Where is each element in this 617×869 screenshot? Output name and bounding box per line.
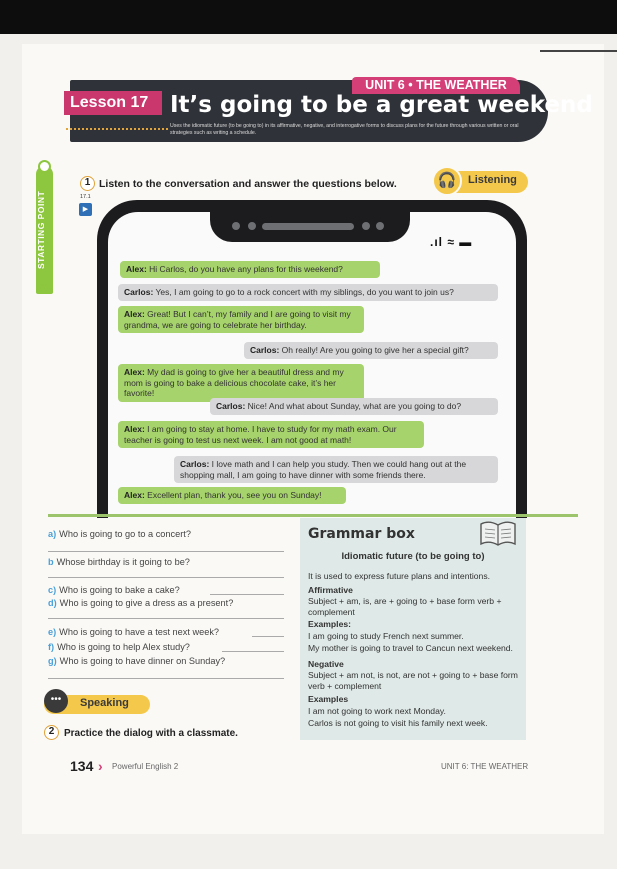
affirmative-example: My mother is going to travel to Cancun next weekend.	[308, 643, 513, 653]
chat-bubble-alex: Alex: Great! But I can’t, my family and I are going to visit my grandma, we are going to celebrate her birthday.	[118, 306, 364, 333]
question-item: e) Who is going to have a test next week?	[48, 627, 220, 637]
activity-number: 2	[44, 725, 59, 740]
question-item: g) Who is going to have dinner on Sunday?	[48, 656, 226, 666]
chat-bubble-alex: Alex: I am going to stay at home. I have to study for my math exam. Our teacher is going to test us next week. I am not good at math!	[118, 421, 424, 448]
status-icons: .ıl ≈ ▬	[430, 235, 473, 249]
unit-tab: UNIT 6 • THE WEATHER	[352, 77, 520, 94]
question-item: d) Who is going to give a dress as a present?	[48, 598, 234, 608]
affirmative-example: I am going to study French next summer.	[308, 631, 464, 641]
chat-bubble-carlos: Carlos: Nice! And what about Sunday, what are you going to do?	[210, 398, 498, 415]
ribbon-circle-icon	[38, 160, 51, 173]
chat-bubble-alex: Alex: Excellent plan, thank you, see you on Sunday!	[118, 487, 346, 504]
play-audio-icon[interactable]: ▶	[79, 203, 92, 216]
sensor-icon	[248, 222, 256, 230]
lesson-title: It’s going to be a great weekend	[170, 92, 593, 118]
book-title: Powerful English 2	[112, 762, 179, 771]
speaking-label: Speaking	[80, 697, 129, 709]
page-number: 134	[70, 758, 94, 774]
grammar-intro: It is used to express future plans and intentions.	[308, 571, 491, 581]
examples-heading: Examples	[308, 694, 349, 704]
footer-unit: UNIT 6: THE WEATHER	[441, 762, 529, 771]
answer-line[interactable]	[222, 651, 284, 652]
chat-bubble-carlos: Carlos: Oh really! Are you going to give her a special gift?	[244, 342, 498, 359]
negative-example: I am not going to work next Monday.	[308, 706, 446, 716]
page-corner-line	[540, 50, 617, 52]
camera-icon	[362, 222, 370, 230]
negative-heading: Negative	[308, 659, 344, 669]
answer-line[interactable]	[252, 636, 284, 637]
chevron-left-icon: «	[37, 277, 48, 297]
section-divider	[48, 514, 578, 517]
negative-example: Carlos is not going to visit his family next week.	[308, 718, 488, 728]
chat-bubble-alex: Alex: Hi Carlos, do you have any plans for this weekend?	[120, 261, 380, 278]
chat-bubble-carlos: Carlos: I love math and I can help you study. Then we could hang out at the shopping mall, I am going to have dinner with some friends there.	[174, 456, 498, 483]
chat-bubble-carlos: Carlos: Yes, I am going to go to a rock concert with my siblings, do you want to join us?	[118, 284, 498, 301]
grammar-box-title: Grammar box	[308, 526, 415, 542]
camera-icon	[232, 222, 240, 230]
audio-track-number: 17.1	[80, 194, 91, 200]
side-ribbon-label: STARTING POINT	[36, 190, 46, 270]
answer-line[interactable]	[48, 618, 284, 619]
activity-instruction: Listen to the conversation and answer the questions below.	[99, 178, 397, 190]
question-item: f) Who is going to help Alex study?	[48, 642, 190, 652]
scan-top-border	[0, 0, 617, 34]
lesson-objective: Uses the idiomatic future (to be going to) in its affirmative, negative, and interrogative forms to discuss plans for the future through various written or oral strategies such as writing a schedule.	[170, 123, 519, 136]
negative-rule: Subject + am not, is not, are not + going to + base form verb + complement	[308, 670, 518, 691]
chevron-right-icon: ›	[98, 758, 103, 774]
speech-bubble-icon: •••	[44, 689, 68, 713]
activity-instruction: Practice the dialog with a classmate.	[64, 728, 238, 739]
open-book-icon	[478, 518, 518, 548]
activity-number: 1	[80, 176, 95, 191]
answer-line[interactable]	[210, 594, 284, 595]
dotted-divider	[66, 128, 168, 130]
affirmative-heading: Affirmative	[308, 585, 353, 595]
affirmative-rule: Subject + am, is, are + going to + base form verb + complement	[308, 596, 502, 617]
headphones-icon: 🎧	[432, 166, 462, 196]
question-item: b Whose birthday is it going to be?	[48, 557, 190, 567]
question-item: a) Who is going to go to a concert?	[48, 529, 191, 539]
answer-line[interactable]	[48, 577, 284, 578]
grammar-box-subtitle: Idiomatic future (to be going to)	[341, 551, 485, 562]
sensor-icon	[376, 222, 384, 230]
answer-line[interactable]	[48, 551, 284, 552]
lesson-label: Lesson 17	[64, 91, 162, 115]
question-item: c) Who is going to bake a cake?	[48, 585, 180, 595]
chat-bubble-alex: Alex: My dad is going to give her a beautiful dress and my mom is going to bake a delicious chocolate cake, it’s her favorite!	[118, 364, 364, 402]
answer-line[interactable]	[48, 678, 284, 679]
examples-heading: Examples:	[308, 619, 351, 629]
listening-label: Listening	[468, 174, 517, 186]
speaker-grill	[262, 223, 354, 230]
